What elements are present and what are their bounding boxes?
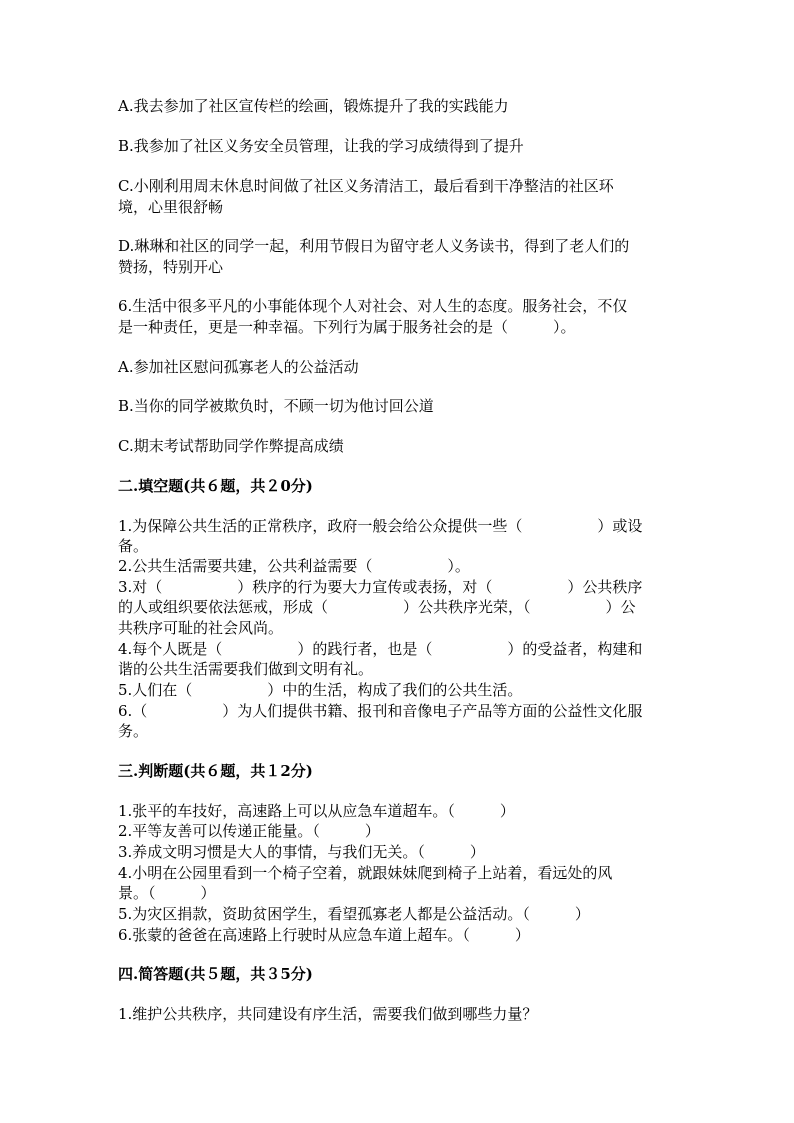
option-5c-line2: 境，心里很舒畅 — [118, 198, 224, 216]
option-5b: B.我参加了社区义务安全员管理，让我的学习成绩得到了提升 — [118, 137, 524, 155]
section-heading-short-answer: 四.简答题(共５题，共３5分) — [118, 965, 313, 983]
option-5c-line1: C.小刚利用周末休息时间做了社区义务清洁工，最后看到干净整洁的社区环 — [118, 177, 614, 195]
fill-q2: 2.公共生活需要共建，公共利益需要（ ）。 — [118, 557, 470, 575]
fill-q6-line1: 6.（ ）为人们提供书籍、报刊和音像电子产品等方面的公益性文化服 — [118, 702, 643, 720]
tf-q1: 1.张平的车技好，高速路上可以从应急车道超车。（ ） — [118, 802, 515, 820]
fill-q1-line2: 备。 — [118, 537, 149, 555]
short-q1: 1.维护公共秩序，共同建设有序生活，需要我们做到哪些力量？ — [118, 1005, 538, 1023]
tf-q6: 6.张蒙的爸爸在高速路上行驶时从应急车道上超车。（ ） — [118, 926, 530, 944]
option-5d-line1: D.琳琳和社区的同学一起，利用节假日为留守老人义务读书，得到了老人们的 — [118, 237, 630, 255]
fill-q3-line2: 的人或组织要依法惩戒，形成（ ）公共秩序光荣，（ ）公 — [118, 598, 636, 616]
question-6-line2: 是一种责任，更是一种幸福。下列行为属于服务社会的是（ ）。 — [118, 318, 576, 336]
option-6c: C.期末考试帮助同学作弊提高成绩 — [118, 437, 344, 455]
option-6a: A.参加社区慰问孤寡老人的公益活动 — [118, 358, 359, 376]
fill-q6-line2: 务。 — [118, 722, 149, 740]
fill-q1-line1: 1.为保障公共生活的正常秩序，政府一般会给公众提供一些（ ）或设 — [118, 517, 643, 535]
tf-q4-line1: 4.小明在公园里看到一个椅子空着，就跟妹妹爬到椅子上站着，看远处的风 — [118, 864, 613, 882]
tf-q5: 5.为灾区捐款，资助贫困学生，看望孤寡老人都是公益活动。（ ） — [118, 905, 590, 923]
section-heading-true-false: 三.判断题(共６题，共１2分) — [118, 762, 313, 780]
fill-q4-line1: 4.每个人既是（ ）的践行者，也是（ ）的受益者，构建和 — [118, 640, 643, 658]
fill-q3-line3: 共秩序可耻的社会风尚。 — [118, 619, 284, 637]
option-5a: A.我去参加了社区宣传栏的绘画，锻炼提升了我的实践能力 — [118, 97, 509, 115]
fill-q4-line2: 谐的公共生活需要我们做到文明有礼。 — [118, 660, 374, 678]
tf-q3: 3.养成文明习惯是大人的事情，与我们无关。（ ） — [118, 843, 485, 861]
tf-q2: 2.平等友善可以传递正能量。（ ） — [118, 822, 380, 840]
tf-q4-line2: 景。（ ） — [118, 884, 216, 902]
section-heading-fill-blank: 二.填空题(共６题，共２0分) — [118, 477, 313, 495]
option-6b: B.当你的同学被欺负时，不顾一切为他讨回公道 — [118, 397, 434, 415]
fill-q3-line1: 3.对（ ）秩序的行为要大力宣传或表扬，对（ ）公共秩序 — [118, 578, 643, 596]
option-5d-line2: 赞扬，特别开心 — [118, 258, 224, 276]
question-6-line1: 6.生活中很多平凡的小事能体现个人对社会、对人生的态度。服务社会，不仅 — [118, 297, 628, 315]
fill-q5: 5.人们在（ ）中的生活，构成了我们的公共生活。 — [118, 681, 523, 699]
